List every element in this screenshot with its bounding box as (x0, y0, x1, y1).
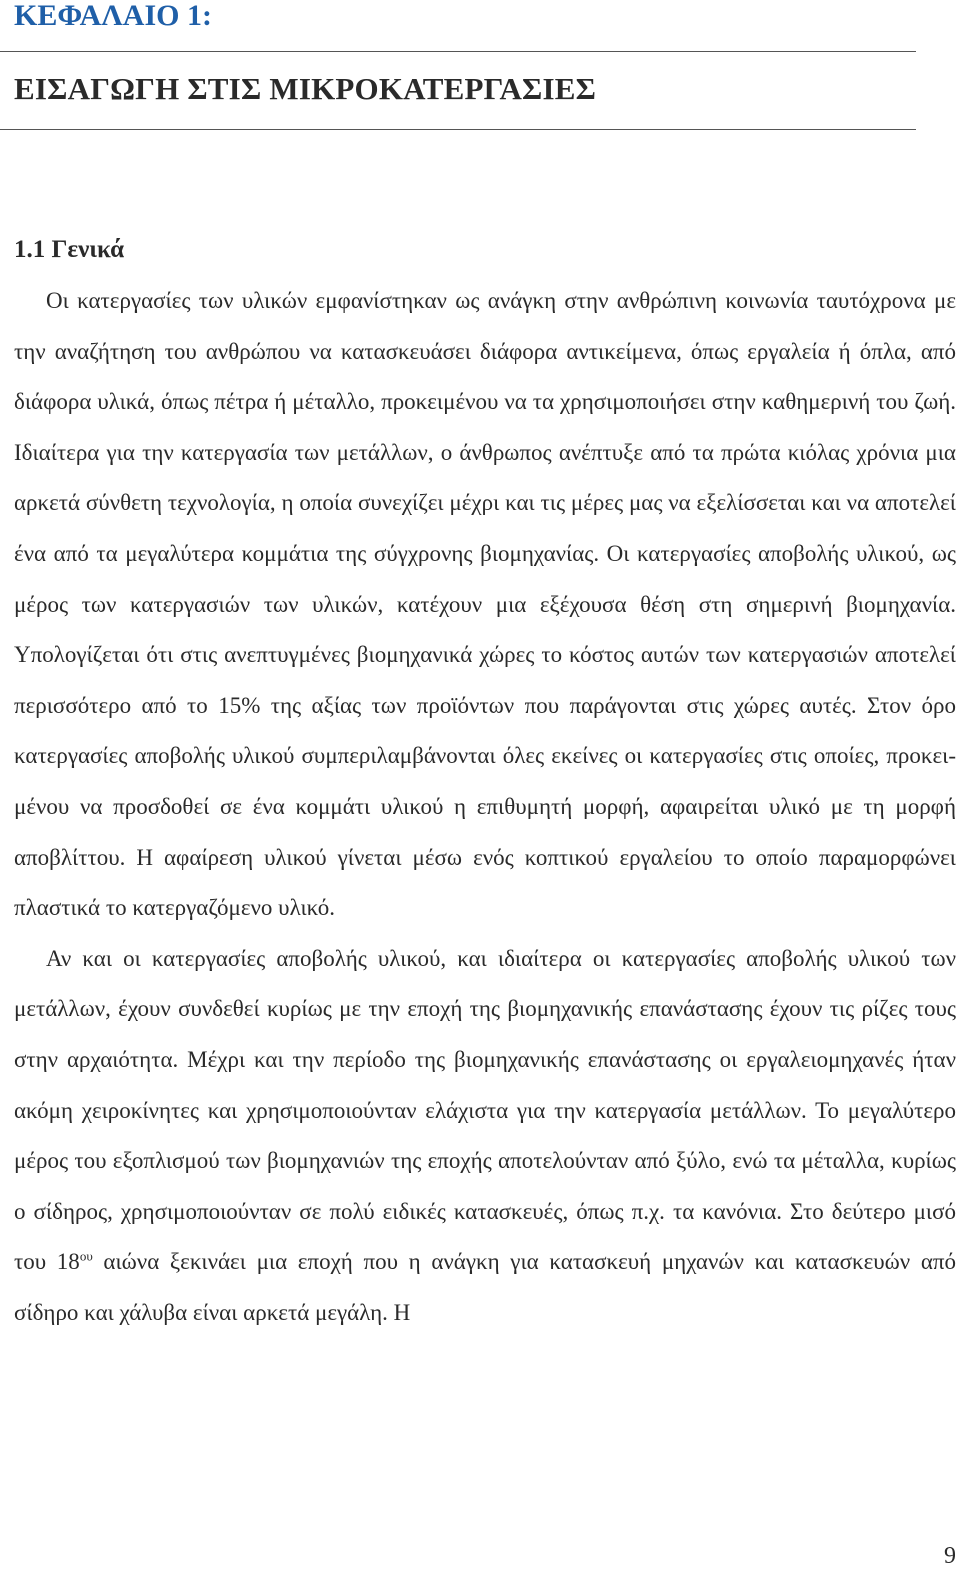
paragraph-2-text-before: Αν και οι κατεργασίες αποβολής υλικού, και ιδιαίτερα οι κατεργασίες αποβολής υλικού των μετάλλων, έχουν συνδεθεί κυρίως με την εποχή της βιομηχανικής επανάστασης έχουν τις ρίζες τους στην αρχαιότητα. Μέχρι και την περίοδο της βιομηχανικής επανάστασης οι εργαλειομηχανές ήταν ακόμη χειροκίνητες και χρησιμοποιούνταν ελάχιστα για την κατεργασία μετάλλων. Το μεγαλύτερο μέρος του εξοπλισμού των βιομηχανιών της εποχής αποτελούνταν από ξύλο, ενώ τα μέταλλα, κυρίως ο σίδηρος, χρησιμοποιούνταν σε πολύ ειδικές κατασκευές, όπως π.χ. τα κανόνια. Στο δεύτερο μισό του 18 (14, 945, 956, 1275)
chapter-title: ΕΙΣΑΓΩΓΗ ΣΤΙΣ ΜΙΚΡΟΚΑΤΕΡΓΑΣΙΕΣ (14, 71, 597, 106)
section-heading: 1.1 Γενικά (14, 236, 125, 263)
page-number: 9 (944, 1543, 956, 1569)
ordinal-superscript: ου (79, 1248, 93, 1264)
paragraph-1: Οι κατεργασίες των υλικών εμφανίστηκαν ως ανάγκη στην ανθρώπινη κοινωνία ταυτόχρονα με την αναζήτηση του ανθρώπου να κατασκευάσει διάφορα αντικείμενα, όπως εργαλεία ή όπλα, από διάφορα υλικά, όπως πέτρα ή μέταλλο, προκειμένου να τα χρησιμοποιήσει στην καθημερινή του ζωή. Ιδιαίτερα για την κατεργασία των μετάλλων, ο άνθρωπος ανέπτυξε από τα πρώτα κιόλας χρόνια μια αρκετά σύνθετη τεχνολογία, η οποία συνεχίζει μέχρι και τις μέρες μας να εξελίσσεται και να αποτελεί ένα από τα μεγαλύτερα κομμάτια της σύγχρονης βιομηχανίας. Οι κατεργασίες αποβολής υλικού, ως μέρος των κατεργασιών των υλικών, κατέχουν μια εξέχουσα θέση στη σημερινή βιομηχανία. Υπολογίζεται ότι στις ανεπτυγμένες βιομηχανικά χώρες το κόστος αυτών των κατεργασιών αποτελεί περισσότερο από το 15% της αξίας των προϊόντων που παράγονται στις χώρες αυτές. Στον όρο κατεργασίες αποβολής υλικού συμπεριλαμβάνονται όλες εκείνες οι κατεργασίες στις οποίες, προκειμένου να προσδοθεί σε ένα κομμάτι υλικού η επιθυμητή μορφή, αφαιρείται υλικό με τη μορφή αποβλίττου. Η αφαίρεση υλικού γίνεται μέσω ενός κοπτικού εργαλείου το οποίο παραμορφώνει πλαστικά το κατεργαζόμενο υλικό. (14, 288, 956, 921)
top-divider (0, 51, 916, 52)
chapter-label: ΚΕΦΑΛΑΙΟ 1: (14, 0, 212, 32)
title-divider (0, 129, 916, 130)
body-text (14, 276, 956, 1338)
paragraph-2-text-after: αιώνα ξεκινάει μια εποχή που η ανάγκη για κατασκευή μηχανών και κατασκευών από σίδηρο και χάλυβα είναι αρκετά μεγάλη. Η (14, 1249, 956, 1325)
paragraph-2 (14, 934, 956, 1339)
